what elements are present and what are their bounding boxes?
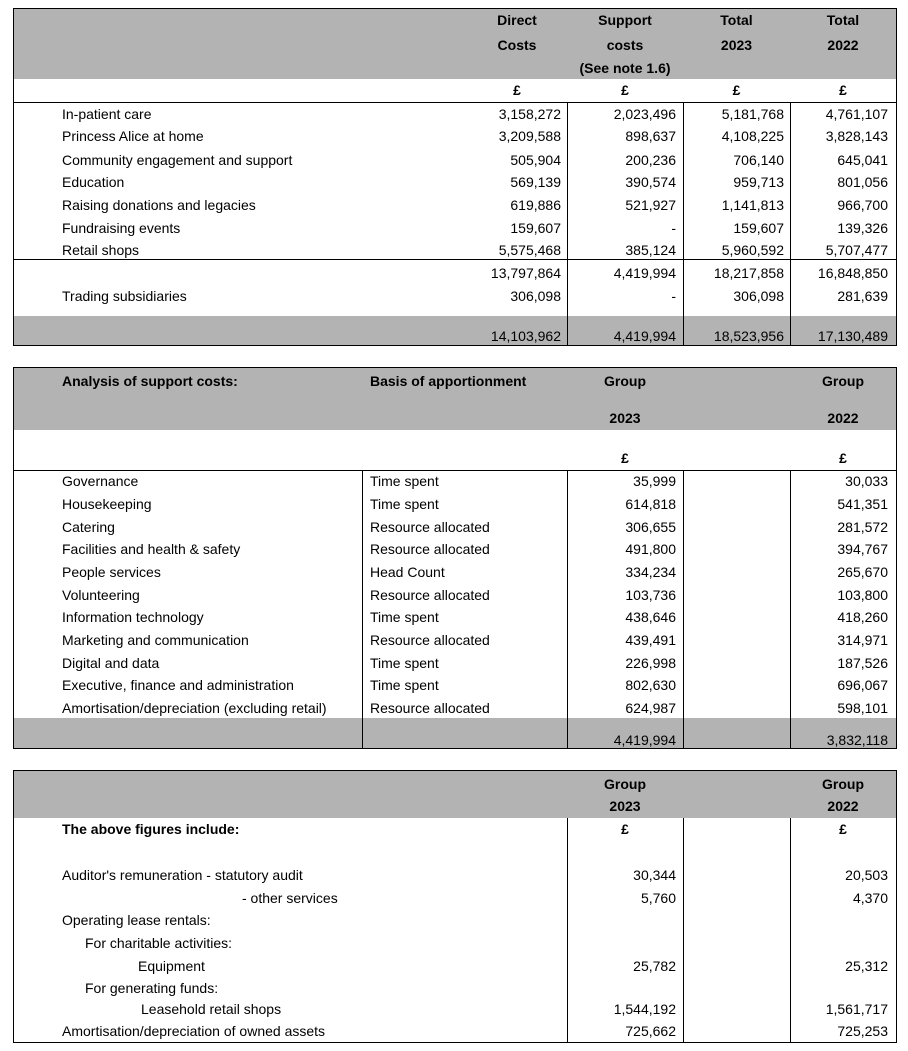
support-row-basis: Time spent (370, 609, 439, 625)
support-row-basis: Resource allocated (370, 541, 490, 557)
row-total2022: 645,041 (837, 152, 888, 168)
support-row-basis: Time spent (370, 677, 439, 693)
support-row-basis: Resource allocated (370, 700, 490, 716)
support-total-2023: 4,419,994 (613, 732, 676, 748)
currency-support: £ (621, 82, 629, 98)
includes-row-2022: 25,312 (845, 958, 888, 974)
row-direct: 505,904 (510, 152, 561, 168)
includes-row-2022: 20,503 (845, 867, 888, 883)
row-label: Fundraising events (62, 220, 181, 236)
support-row-2022: 265,670 (837, 564, 888, 580)
support-row-label: Catering (62, 519, 115, 535)
includes-row-label: Amortisation/depreciation of owned assets (62, 1023, 326, 1039)
row-total2023: 4,108,225 (721, 128, 784, 144)
includes-row-label: Operating lease rentals: (62, 912, 211, 928)
includes-group2023-line2: 2023 (609, 798, 641, 814)
includes-group2023-line1: Group (604, 776, 646, 792)
support-title: Analysis of support costs: (62, 373, 238, 389)
support-row-2023: 614,818 (625, 496, 676, 512)
support-total-band (13, 718, 896, 749)
includes-group2022-line2: 2022 (827, 798, 859, 814)
support-row-2023: 439,491 (625, 632, 676, 648)
support-row-2023: 624,987 (625, 700, 676, 716)
trading-label: Trading subsidiaries (62, 288, 187, 304)
includes-group2022-line1: Group (822, 776, 864, 792)
support-row-2023: 334,234 (625, 564, 676, 580)
support-row-2022: 598,101 (837, 700, 888, 716)
header-total2023-line1: Total (720, 12, 753, 28)
row-total2023: 959,713 (733, 174, 784, 190)
includes-row-2023: 25,782 (633, 958, 676, 974)
header-support-line3: (See note 1.6) (579, 60, 671, 76)
includes-row-label: - other services (242, 890, 338, 906)
grand-total-total2022: 17,130,489 (817, 328, 888, 344)
subtotal-total2022: 16,848,850 (817, 265, 888, 281)
support-row-label: People services (62, 564, 161, 580)
grand-total-support: 4,419,994 (613, 328, 676, 344)
row-support: 390,574 (625, 174, 676, 190)
includes-row-2023: 725,662 (625, 1023, 676, 1039)
trading-total2022: 281,639 (837, 288, 888, 304)
row-total2022: 5,707,477 (825, 242, 888, 258)
support-row-basis: Resource allocated (370, 632, 490, 648)
row-total2022: 4,761,107 (825, 106, 888, 122)
row-total2022: 3,828,143 (825, 128, 888, 144)
subtotal-direct: 13,797,864 (490, 265, 561, 281)
grand-total-total2023: 18,523,956 (713, 328, 784, 344)
support-row-label: Facilities and health & safety (62, 541, 241, 557)
support-row-2022: 314,971 (837, 632, 888, 648)
support-group2022-line1: Group (822, 373, 864, 389)
support-total-2022: 3,832,118 (826, 732, 888, 748)
row-label: Retail shops (62, 242, 140, 258)
row-total2023: 159,607 (733, 220, 784, 236)
support-row-label: Housekeeping (62, 496, 152, 512)
includes-row-2022: 1,561,717 (825, 1001, 888, 1017)
support-group2023-line1: Group (604, 373, 646, 389)
support-group2023-line2: 2023 (609, 410, 641, 426)
support-row-basis: Time spent (370, 473, 439, 489)
row-direct: 5,575,468 (498, 242, 561, 258)
includes-row-2022: 725,253 (837, 1023, 888, 1039)
support-row-label: Executive, finance and administration (62, 677, 294, 693)
includes-currency-2022: £ (839, 821, 847, 837)
row-direct: 3,158,272 (498, 106, 561, 122)
header-direct-line1: Direct (497, 12, 537, 28)
support-group2022-line2: 2022 (827, 410, 859, 426)
includes-title: The above figures include: (62, 821, 240, 837)
row-total2023: 5,960,592 (721, 242, 784, 258)
includes-row-2022: 4,370 (852, 890, 888, 906)
header-support-line2: costs (606, 37, 644, 53)
support-row-2023: 438,646 (625, 609, 676, 625)
includes-row-label: For generating funds: (85, 980, 219, 996)
support-row-2022: 541,351 (837, 496, 888, 512)
currency-total2023: £ (732, 82, 741, 98)
row-direct: 159,607 (510, 220, 561, 236)
row-support: 385,124 (625, 242, 676, 258)
support-row-label: Information technology (62, 609, 204, 625)
row-support: 200,236 (625, 152, 676, 168)
includes-currency-2023: £ (621, 821, 629, 837)
row-direct: 569,139 (510, 174, 561, 190)
row-support: - (671, 220, 676, 236)
includes-row-2023: 5,760 (640, 890, 676, 906)
row-total2022: 139,326 (837, 220, 888, 236)
row-support: 2,023,496 (613, 106, 676, 122)
row-label: Community engagement and support (62, 152, 293, 168)
support-currency-2023: £ (621, 450, 629, 466)
support-row-2023: 35,999 (633, 473, 676, 489)
includes-row-label: Equipment (138, 958, 205, 974)
row-label: Princess Alice at home (62, 128, 204, 144)
support-row-2022: 281,572 (837, 519, 888, 535)
row-label: In-patient care (62, 106, 152, 122)
header-total2022-line2: 2022 (827, 37, 859, 53)
row-direct: 619,886 (510, 197, 561, 213)
row-support: 898,637 (625, 128, 676, 144)
trading-total2023: 306,098 (733, 288, 784, 304)
row-total2023: 706,140 (733, 152, 784, 168)
trading-direct: 306,098 (510, 288, 561, 304)
support-row-basis: Time spent (370, 496, 439, 512)
support-row-2023: 802,630 (625, 677, 676, 693)
support-row-basis: Resource allocated (370, 519, 490, 535)
support-row-label: Marketing and communication (62, 632, 249, 648)
support-row-2022: 187,526 (837, 655, 888, 671)
includes-row-2023: 1,544,192 (613, 1001, 676, 1017)
includes-header-band (13, 770, 896, 818)
support-row-2023: 103,736 (625, 587, 676, 603)
includes-row-2023: 30,344 (633, 867, 676, 883)
row-label: Raising donations and legacies (62, 197, 256, 213)
support-row-2022: 394,767 (837, 541, 888, 557)
trading-support: - (671, 288, 676, 304)
includes-row-label: Auditor's remuneration - statutory audit (62, 867, 303, 883)
currency-direct: £ (513, 82, 521, 98)
subtotal-total2023: 18,217,858 (713, 265, 784, 281)
support-row-label: Governance (62, 473, 139, 489)
support-row-2023: 226,998 (625, 655, 676, 671)
header-total2023-line2: 2023 (720, 37, 753, 53)
support-currency-2022: £ (839, 450, 847, 466)
currency-total2022: £ (839, 82, 847, 98)
row-total2023: 5,181,768 (721, 106, 784, 122)
row-direct: 3,209,588 (498, 128, 561, 144)
support-row-2022: 103,800 (837, 587, 888, 603)
subtotal-support: 4,419,994 (613, 265, 676, 281)
header-support-line1: Support (598, 12, 652, 28)
includes-row-label: For charitable activities: (85, 935, 233, 951)
grand-total-direct: 14,103,962 (490, 328, 561, 344)
support-row-2022: 30,033 (845, 473, 888, 489)
support-row-2023: 306,655 (625, 519, 676, 535)
support-row-basis: Resource allocated (370, 587, 490, 603)
row-support: 521,927 (625, 197, 676, 213)
support-row-basis: Head Count (370, 564, 445, 580)
support-basis-header: Basis of apportionment (370, 373, 527, 389)
row-total2022: 966,700 (837, 197, 888, 213)
row-total2022: 801,056 (837, 174, 888, 190)
row-label: Education (62, 174, 125, 190)
support-row-basis: Time spent (370, 655, 439, 671)
support-row-2022: 696,067 (837, 677, 888, 693)
support-row-2022: 418,260 (837, 609, 888, 625)
row-total2023: 1,141,813 (721, 197, 784, 213)
support-row-label: Digital and data (62, 655, 160, 671)
header-direct-line2: Costs (497, 37, 537, 53)
header-total2022-line1: Total (826, 12, 860, 28)
includes-row-label: Leasehold retail shops (141, 1001, 282, 1017)
support-row-2023: 491,800 (625, 541, 676, 557)
support-row-label: Volunteering (62, 587, 140, 603)
support-row-label: Amortisation/depreciation (excluding retail) (62, 700, 327, 716)
